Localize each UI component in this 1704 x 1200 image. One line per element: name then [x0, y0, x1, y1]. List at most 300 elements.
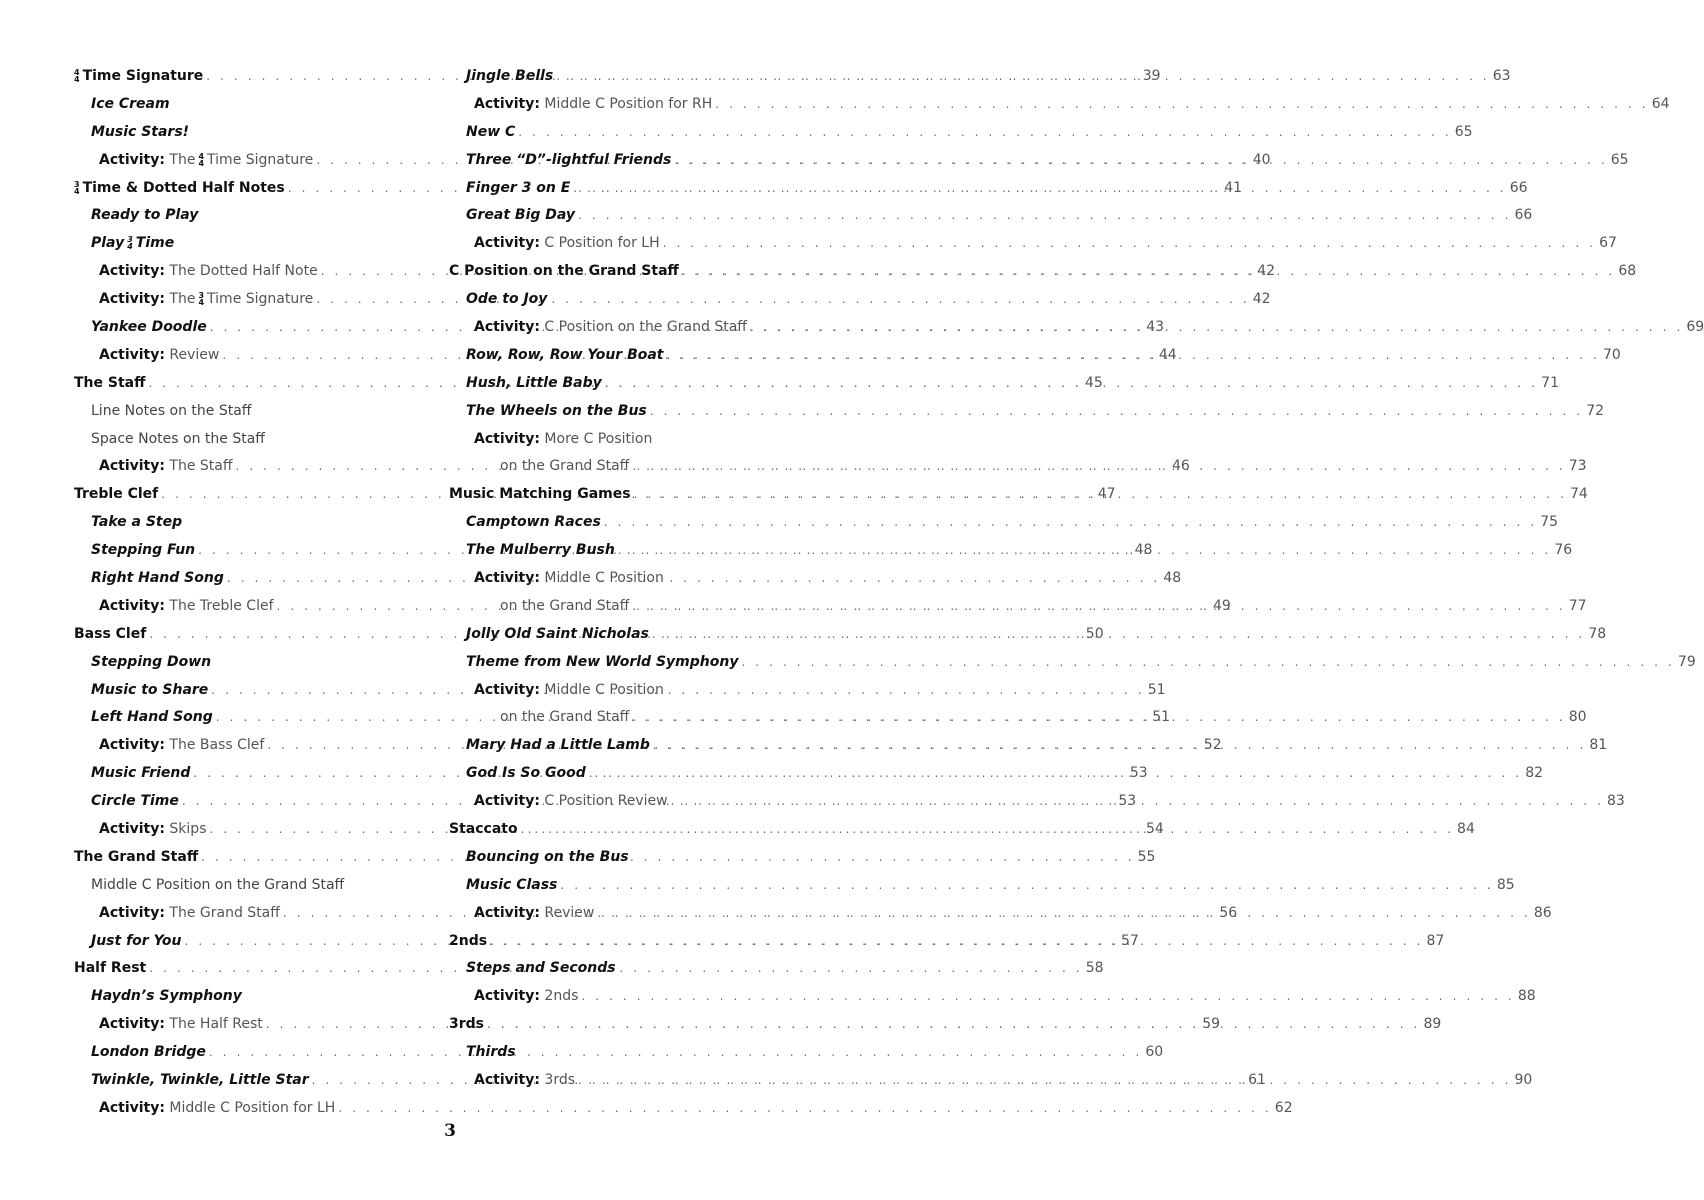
- title-text: Middle C Position for LH: [169, 1099, 336, 1116]
- page-number-ref: 85: [1496, 876, 1515, 893]
- toc-entry-title: [466, 68, 553, 84]
- page-number-ref: 39: [1142, 67, 1161, 84]
- page-number-ref: 86: [1533, 904, 1552, 921]
- toc-entry-title: [91, 765, 190, 781]
- activity-label: Activity:: [474, 430, 540, 447]
- toc-entry-title: [466, 403, 647, 419]
- toc-entry-title: [91, 933, 181, 949]
- toc-entry-title: [474, 988, 578, 1004]
- toc-entry-title: [449, 263, 679, 279]
- toc-entry-title: [91, 1072, 309, 1088]
- time-signature-top: 4: [74, 67, 80, 77]
- page-number-ref: 66: [1509, 179, 1528, 196]
- toc-entry-title: [500, 458, 629, 474]
- activity-label: Activity:: [474, 681, 540, 698]
- toc-entry[interactable]: [74, 508, 425, 536]
- toc-entry[interactable]: [449, 90, 1670, 118]
- page-number-ref: 48: [1134, 542, 1153, 559]
- dot-leader: [738, 655, 1677, 669]
- page-number-ref: 48: [1163, 569, 1182, 586]
- toc-entry-title: [74, 486, 158, 502]
- toc-entry-title: [91, 124, 189, 140]
- title-text: Music Matching Games: [449, 486, 631, 503]
- toc-entry-title: [500, 709, 629, 725]
- toc-entry-title: [99, 598, 274, 614]
- title-text: on the Grand Staff: [500, 597, 630, 614]
- toc-entry-title: [449, 486, 631, 502]
- time-signature-top: 4: [198, 151, 205, 161]
- title-text: Camptown Races: [466, 514, 601, 531]
- title-text: Time Signature: [82, 67, 204, 84]
- toc-entry[interactable]: [449, 982, 1536, 1010]
- time-signature-icon: [198, 153, 204, 167]
- title-text: More C Position: [544, 430, 653, 447]
- title-text: C Position on the Grand Staff: [449, 263, 679, 280]
- page-number-ref: 60: [1145, 1044, 1164, 1061]
- toc-entry-title: [449, 821, 518, 837]
- title-text: Skips: [169, 820, 207, 837]
- page-number-ref: 42: [1257, 263, 1275, 280]
- title-text: London Bridge: [91, 1044, 206, 1061]
- dot-leader: [679, 264, 1618, 278]
- toc-entry-title: [74, 180, 285, 196]
- toc-entry-title: [91, 235, 174, 251]
- dot-leader: [335, 1101, 1274, 1115]
- toc-entry-title: [91, 431, 265, 447]
- activity-label: Activity:: [99, 291, 165, 308]
- toc-entry-title: [466, 737, 650, 753]
- page-number-ref: 42: [1252, 291, 1271, 308]
- toc-entry-title: [74, 375, 145, 391]
- page-number-ref: 82: [1525, 765, 1544, 782]
- toc-entry-title: [99, 347, 219, 363]
- title-prefix: The: [169, 291, 196, 308]
- toc-entry-title: [474, 682, 664, 698]
- activity-label: Activity:: [474, 318, 540, 335]
- toc-entry-title: [474, 235, 660, 251]
- title-text: Review: [544, 904, 595, 921]
- dot-leader: [629, 710, 1568, 724]
- toc-entry-title: [474, 793, 668, 809]
- title-text: Time & Dotted Half Notes: [82, 179, 285, 196]
- title-text: The Grand Staff: [74, 848, 199, 865]
- toc-entry-title: [466, 626, 649, 642]
- activity-label: Activity:: [99, 597, 165, 614]
- dot-leader: [484, 1017, 1423, 1031]
- page-number-ref: 65: [1610, 151, 1629, 168]
- dot-leader: [487, 934, 1426, 948]
- page-number-ref: 67: [1599, 235, 1617, 252]
- dot-leader: [575, 1073, 1514, 1087]
- dot-leader: [650, 738, 1589, 752]
- toc-entry-title: [474, 905, 594, 921]
- activity-label: Activity:: [99, 1016, 165, 1033]
- title-text: C Position on the Grand Staff: [544, 318, 747, 335]
- title-text: Jingle Bells: [466, 67, 554, 84]
- page-number-ref: 54: [1145, 820, 1164, 837]
- time-signature-top: 3: [74, 179, 80, 189]
- title-text: C Position for LH: [544, 235, 660, 252]
- title-text: Bass Clef: [74, 625, 147, 642]
- page-number-ref: 63: [1492, 67, 1511, 84]
- toc-entry-title: [91, 542, 195, 558]
- page-number-ref: 71: [1541, 374, 1559, 391]
- title-text: God Is So Good: [466, 765, 586, 782]
- toc-entry-title: [99, 1016, 263, 1032]
- page-number-ref: 53: [1129, 765, 1148, 782]
- time-signature-icon: [198, 292, 204, 306]
- toc-entry-title: [91, 403, 251, 419]
- title-text: Left Hand Song: [91, 709, 213, 726]
- toc-entry-title: [91, 207, 198, 223]
- title-text: The Wheels on the Bus: [466, 402, 647, 419]
- dot-leader: [594, 906, 1533, 920]
- title-text: Staccato: [449, 820, 518, 837]
- time-signature-icon: [74, 69, 80, 83]
- toc-entry-title: [466, 291, 547, 307]
- page-number-ref: 88: [1517, 988, 1536, 1005]
- activity-label: Activity:: [474, 235, 540, 252]
- toc-entry-title: [91, 709, 213, 725]
- toc-entry-title: [466, 1044, 516, 1060]
- toc-entry[interactable]: [449, 1038, 801, 1066]
- toc-entry[interactable]: [449, 201, 1533, 229]
- title-text: Yankee Doodle: [91, 318, 207, 335]
- toc-entry-title: [474, 570, 664, 586]
- title-text: Music Stars!: [91, 123, 190, 140]
- toc-entry-title: [466, 542, 615, 558]
- toc-entry-title: [91, 96, 170, 112]
- page-number-ref: 83: [1607, 793, 1625, 810]
- toc-entry[interactable]: [449, 508, 1559, 536]
- page-number-ref: 43: [1146, 318, 1165, 335]
- toc-entry-title: [99, 458, 233, 474]
- page-number-ref: 64: [1651, 95, 1670, 112]
- page-number-ref: 49: [1212, 597, 1231, 614]
- title-text: on the Grand Staff: [500, 709, 630, 726]
- title-text: The Dotted Half Note: [169, 263, 318, 280]
- toc-entry-title: [474, 96, 712, 112]
- title-suffix: Time: [135, 235, 175, 252]
- page-number-ref: 73: [1568, 458, 1587, 475]
- dot-leader: [586, 766, 1525, 780]
- title-text: Treble Clef: [74, 486, 159, 503]
- toc-entry-title: [91, 514, 182, 530]
- dot-leader: [671, 153, 1610, 167]
- title-text: Middle C Position on the Grand Staff: [91, 876, 345, 893]
- dot-leader: [575, 208, 1514, 222]
- page-number-ref: 70: [1602, 346, 1621, 363]
- title-text: Bouncing on the Bus: [466, 848, 629, 865]
- toc-entry-title: [91, 654, 211, 670]
- toc-entry-title: [91, 793, 179, 809]
- dot-leader: [557, 878, 1496, 892]
- time-signature-bottom: 4: [127, 242, 133, 252]
- dot-leader: [515, 125, 1454, 139]
- title-text: Finger 3 on E: [466, 179, 571, 196]
- page-number-ref: 56: [1219, 904, 1238, 921]
- toc-entry-title: [74, 849, 198, 865]
- title-text: Take a Step: [91, 514, 183, 531]
- toc-entry[interactable]: [449, 118, 1473, 146]
- toc-entry-title: [91, 570, 224, 586]
- title-text: Line Notes on the Staff: [91, 402, 252, 419]
- dot-leader: [629, 599, 1568, 613]
- time-signature-icon: [74, 181, 80, 195]
- page-number-ref: 46: [1171, 458, 1190, 475]
- page-number-ref: 68: [1618, 263, 1637, 280]
- toc-entry[interactable]: [74, 90, 425, 118]
- title-text: 2nds: [449, 932, 488, 949]
- dot-leader: [649, 627, 1588, 641]
- toc-entry[interactable]: [74, 871, 425, 899]
- page-number-ref: 50: [1085, 625, 1104, 642]
- toc-entry-title: [466, 180, 570, 196]
- title-text: Hush, Little Baby: [466, 374, 602, 391]
- toc-entry-title: [99, 152, 313, 168]
- time-signature-bottom: 4: [74, 186, 80, 196]
- title-text: Haydn’s Symphony: [91, 988, 242, 1005]
- toc-entry-title: [466, 124, 515, 140]
- page-number-ref: 40: [1252, 151, 1271, 168]
- toc-entry[interactable]: [74, 425, 425, 453]
- toc-entry[interactable]: [449, 285, 801, 313]
- page-number-ref: 65: [1454, 123, 1473, 140]
- page-number-ref: 90: [1514, 1072, 1533, 1088]
- title-text: The Mulberry Bush: [466, 542, 615, 559]
- activity-label: Activity:: [474, 988, 540, 1005]
- toc-entry-title: [74, 960, 146, 976]
- toc-entry-title: [99, 821, 207, 837]
- activity-label: Activity:: [99, 151, 165, 168]
- activity-label: Activity:: [474, 904, 540, 921]
- activity-label: Activity:: [474, 569, 540, 586]
- toc-entry[interactable]: [449, 955, 801, 983]
- toc-entry[interactable]: [449, 871, 1515, 899]
- toc-entry-title: [99, 1100, 335, 1116]
- title-text: Great Big Day: [466, 207, 576, 224]
- toc-entry-title: [466, 765, 586, 781]
- page-number-ref: 55: [1137, 848, 1156, 865]
- title-text: Twinkle, Twinkle, Little Star: [91, 1072, 309, 1088]
- page-number-ref: 41: [1224, 179, 1243, 196]
- title-text: Stepping Fun: [91, 542, 196, 559]
- toc-entry-title: [74, 68, 203, 84]
- activity-label: Activity:: [474, 95, 540, 112]
- time-signature-bottom: 4: [74, 74, 80, 84]
- title-text: Middle C Position for RH: [544, 95, 713, 112]
- title-text: The Staff: [169, 458, 233, 475]
- page-number: 3: [444, 1121, 456, 1141]
- title-text: The Half Rest: [169, 1016, 263, 1033]
- title-text: The Treble Clef: [169, 597, 274, 614]
- title-text: Ready to Play: [91, 207, 199, 224]
- dot-leader: [553, 69, 1492, 83]
- toc-entry-title: [91, 682, 208, 698]
- toc-entry-title: [474, 431, 652, 447]
- activity-label: Activity:: [99, 737, 165, 754]
- toc-entry-title: [466, 347, 664, 363]
- toc-entry[interactable]: [74, 201, 425, 229]
- page-number-ref: 76: [1554, 542, 1573, 559]
- toc-entry-title: [99, 263, 318, 279]
- time-signature-icon: [127, 236, 133, 250]
- title-prefix: The: [169, 151, 196, 168]
- toc-entry-title: [449, 933, 487, 949]
- title-text: Music Friend: [91, 765, 191, 782]
- toc-entry-title: [449, 1016, 484, 1032]
- title-text: Just for You: [91, 932, 182, 949]
- toc-entry-title: [466, 654, 738, 670]
- title-text: Review: [169, 346, 220, 363]
- toc-entry-title: [91, 1044, 206, 1060]
- toc-entry[interactable]: [449, 676, 801, 704]
- title-text: Space Notes on the Staff: [91, 430, 265, 447]
- time-signature-top: 3: [127, 235, 133, 245]
- toc-entry[interactable]: [449, 229, 1617, 257]
- dot-leader: [570, 181, 1509, 195]
- title-text: Thirds: [466, 1044, 516, 1061]
- title-text: on the Grand Staff: [500, 458, 630, 475]
- toc-entry-title: [91, 988, 242, 1004]
- dot-leader: [631, 487, 1570, 501]
- toc-entry-title: [466, 849, 629, 865]
- toc-entry-title: [466, 152, 671, 168]
- toc-entry-title: [99, 291, 313, 307]
- dot-leader: [747, 320, 1686, 334]
- page-number-ref: 84: [1457, 820, 1475, 837]
- page-number-ref: 57: [1120, 932, 1139, 949]
- toc-entry[interactable]: [449, 397, 1605, 425]
- title-text: 3rds: [544, 1072, 576, 1088]
- page-number-ref: 87: [1426, 932, 1445, 949]
- toc-entry-title: [474, 1072, 575, 1088]
- toc-entry[interactable]: [449, 843, 801, 871]
- toc-entry-title: [466, 207, 575, 223]
- title-text: Circle Time: [91, 793, 179, 810]
- title-text: Time Signature: [207, 291, 314, 308]
- title-text: Play: [91, 235, 125, 252]
- title-text: Row, Row, Row Your Boat: [466, 346, 664, 363]
- page-number-ref: 89: [1423, 1016, 1442, 1033]
- page-number-ref: 72: [1586, 402, 1605, 419]
- activity-label: Activity:: [99, 263, 165, 280]
- toc-entry-title: [474, 319, 747, 335]
- title-text: Time Signature: [207, 151, 314, 168]
- toc-entry-title: [74, 626, 146, 642]
- dot-leader: [615, 543, 1554, 557]
- toc-entry[interactable]: [449, 564, 801, 592]
- dot-leader: [660, 236, 1599, 250]
- page-number-ref: 47: [1097, 486, 1116, 503]
- title-text: Music to Share: [91, 681, 209, 698]
- toc-entry-title: [500, 598, 629, 614]
- page-number-ref: 45: [1084, 374, 1103, 391]
- title-text: New C: [466, 123, 516, 140]
- title-text: Music Class: [466, 876, 558, 893]
- activity-label: Activity:: [99, 904, 165, 921]
- activity-label: Activity:: [99, 458, 165, 475]
- toc-entry-title: [91, 877, 344, 893]
- page-number-ref: 66: [1514, 207, 1533, 224]
- page-number-ref: 80: [1568, 709, 1587, 726]
- title-text: Jolly Old Saint Nicholas: [466, 625, 649, 642]
- title-text: The Grand Staff: [169, 904, 280, 921]
- dot-leader: [668, 794, 1607, 808]
- dot-leader: [629, 459, 1568, 473]
- title-text: 3rds: [449, 1016, 484, 1033]
- dot-leader: [647, 404, 1586, 418]
- toc-entry[interactable]: [74, 1094, 1293, 1122]
- title-text: Half Rest: [74, 960, 147, 977]
- toc-entry[interactable]: [74, 648, 425, 676]
- page-number-ref: 74: [1570, 486, 1588, 503]
- page-number-ref: 58: [1085, 960, 1104, 977]
- toc-entry-title: [466, 960, 616, 976]
- page-number-ref: 81: [1589, 737, 1608, 754]
- activity-label: Activity:: [99, 820, 165, 837]
- page-number-ref: 44: [1158, 346, 1177, 363]
- activity-label: Activity:: [474, 793, 540, 810]
- title-text: C Position Review: [544, 793, 668, 810]
- toc-entry-title: [91, 319, 207, 335]
- activity-label: Activity:: [99, 1099, 165, 1116]
- toc-entry[interactable]: [449, 648, 1696, 676]
- time-signature-bottom: 4: [198, 158, 205, 168]
- toc-entry[interactable]: [74, 982, 425, 1010]
- page-number-ref: 51: [1152, 709, 1171, 726]
- toc-entry[interactable]: [74, 397, 425, 425]
- page-number-ref: 61: [1248, 1072, 1266, 1088]
- dot-leader: [712, 97, 1651, 111]
- toc-entry[interactable]: [74, 118, 425, 146]
- toc-entry-title: [99, 905, 280, 921]
- title-text: Ode to Joy: [466, 291, 548, 308]
- page-number-ref: 59: [1202, 1016, 1221, 1033]
- title-text: Stepping Down: [91, 653, 212, 670]
- title-text: 2nds: [544, 988, 579, 1005]
- dot-leader: [664, 348, 1603, 362]
- title-text: Mary Had a Little Lamb: [466, 737, 650, 754]
- time-signature-top: 3: [198, 291, 205, 301]
- title-text: Ice Cream: [91, 95, 170, 112]
- activity-label: Activity:: [99, 346, 165, 363]
- dot-leader: [518, 822, 1457, 836]
- page-number-ref: 52: [1203, 737, 1222, 754]
- page-number-ref: 51: [1147, 681, 1166, 698]
- time-signature-bottom: 4: [198, 298, 205, 308]
- toc-entry-title: [466, 375, 602, 391]
- title-text: The Bass Clef: [169, 737, 265, 754]
- toc-entry[interactable]: [449, 425, 801, 453]
- page-number-ref: 75: [1540, 514, 1559, 531]
- page-number-ref: 78: [1588, 625, 1607, 642]
- toc-entry-title: [466, 877, 557, 893]
- page-number-ref: 79: [1677, 653, 1696, 670]
- toc-entry-title: [466, 514, 601, 530]
- title-text: Middle C Position: [544, 681, 664, 698]
- page-number-ref: 53: [1118, 793, 1137, 810]
- toc-entry[interactable]: [74, 229, 425, 257]
- title-text: Theme from New World Symphony: [466, 653, 739, 670]
- title-text: Steps and Seconds: [466, 960, 616, 977]
- title-text: Three “D”-lightful Friends: [466, 151, 672, 168]
- page-number-ref: 77: [1568, 597, 1587, 614]
- dot-leader: [578, 989, 1517, 1003]
- title-text: Middle C Position: [544, 569, 664, 586]
- page-number-ref: 62: [1274, 1099, 1293, 1116]
- activity-label: Activity:: [474, 1072, 540, 1088]
